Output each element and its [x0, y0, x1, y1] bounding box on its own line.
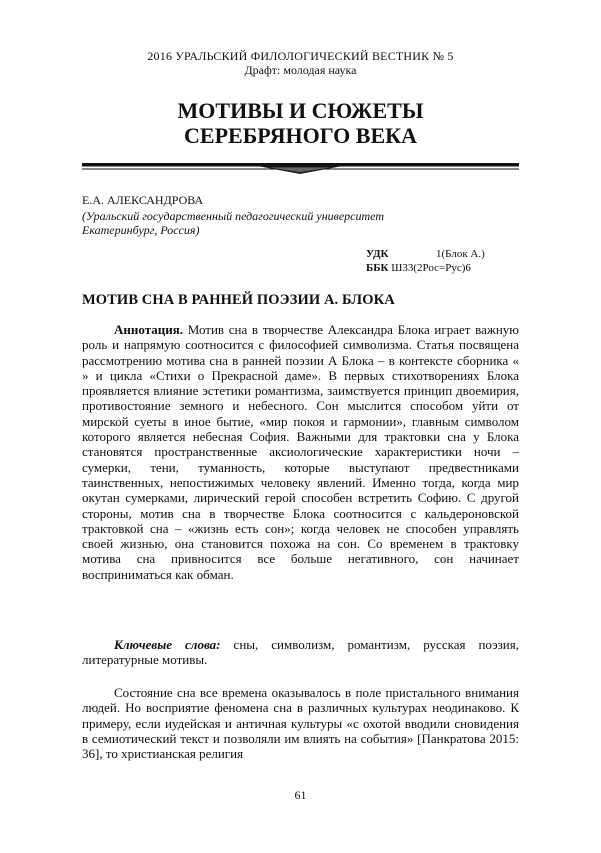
author-affiliation [82, 209, 462, 237]
article-title: МОТИВ СНА В РАННЕЙ ПОЭЗИИ А. БЛОКА [82, 292, 395, 308]
divider-ornament [82, 160, 519, 176]
journal-title: 2016 УРАЛЬСКИЙ ФИЛОЛОГИЧЕСКИЙ ВЕСТНИК № 5 [147, 49, 454, 63]
udk-value: 1(Блок А.) [436, 248, 485, 260]
running-header [0, 49, 601, 77]
keywords [82, 637, 519, 668]
abstract-text: Мотив сна в творчестве Александра Блока играет важную роль и напрямую соотносится с философией символизма. Статья посвящена рассмотрению мотива сна в ранней поэзии А Блока – в контексте сборника « » и цикла «Стихи о Прекрасной даме». В первых стихотворениях Блока проявляется влияние эстетики романтизма, заимствуется принцип двоемирия, противостояние земного и небесного. Сон мыслится способом уйти от мирской суеты в иное бытие, «мир покоя и гармонии», главным символом которого является небесная София. Важными для трактовки сна у Блока становятся пространственные аксиологические характеристики ночи – сумерки, тени, туманность, которые выступают предвестниками таинственных, непостижимых человеку явлений. Именно тогда, когда мир окутан сумерками, лирический герой способен встретить Софию. С другой стороны, мотив сна в творчестве Блока соотносится с кальдероновской трактовкой сна – «жизнь есть сон»; когда человек не способен управлять своей жизнью, она становится похожа на сон. Со временем в трактовку мотива сна привносится все больше негативного, сон начинает восприниматься как обман. [82, 322, 565, 582]
author-name: Е.А. АЛЕКСАНДРОВА [82, 193, 204, 207]
abstract-label: Аннотация. [114, 322, 184, 337]
udk-row [366, 247, 485, 261]
bbk-value: Ш33(2Рос=Рус)6 [391, 262, 471, 274]
keywords-text: сны, символизм, романтизм, русская поэзия, литературные мотивы. [82, 637, 519, 668]
section-title-line2: СЕРЕБРЯНОГО ВЕКА [184, 123, 417, 148]
classification-codes [366, 247, 485, 275]
section-title-line1: МОТИВЫ И СЮЖЕТЫ [177, 98, 424, 123]
journal-series: Драфт: молодая наука [244, 63, 357, 77]
keywords-label: Ключевые слова: [114, 637, 221, 652]
bbk-row [366, 261, 485, 275]
affiliation-line1: (Уральский государственный педагогический университет [82, 209, 385, 223]
bbk-label: ББК [366, 262, 389, 274]
udk-label: УДК [366, 248, 389, 260]
affiliation-line2: Екатеринбург, Россия) [82, 223, 200, 237]
body-paragraph: Состояние сна все времена оказывалось в поле пристального внимания людей. Но восприятие феномена сна в различных культурах неодинаково. К примеру, если иудейская и античная культуры «с охотой вводили сновидения в семиотический текст и позволяли им влиять на события» [Панкратова 2015: 36], то христианская религия [82, 685, 519, 762]
page-number: 61 [294, 788, 307, 802]
abstract [82, 322, 565, 582]
decorative-divider [82, 160, 519, 176]
section-title [0, 98, 601, 148]
